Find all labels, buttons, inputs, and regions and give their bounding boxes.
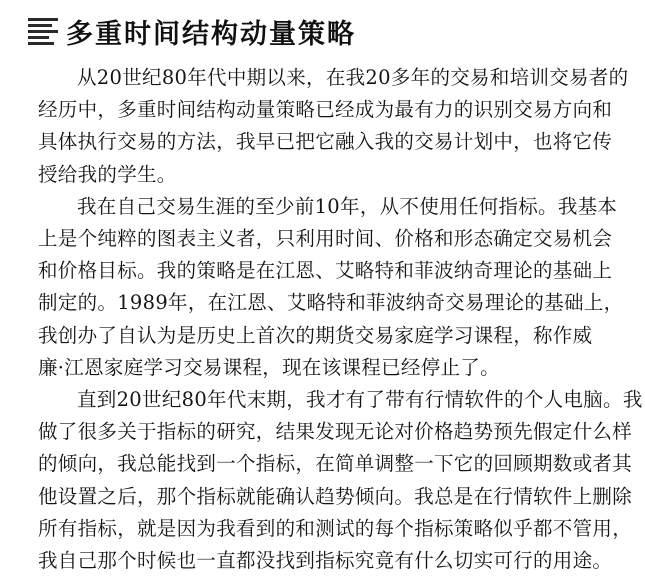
text-line: 从20世纪80年代中期以来，在我20多年的交易和培训交易者的 bbox=[77, 66, 629, 89]
body-text bbox=[38, 62, 643, 577]
text-line: 所有指标，就是因为我看到的和测试的每个指标策略似乎都不管用， bbox=[38, 516, 633, 540]
text-line: 具体执行交易的方法，我早已把它融入我的交易计划中，也将它传 bbox=[38, 130, 613, 154]
text-line: 他设置之后，那个指标就能确认趋势倾向。我总是在行情软件上删除 bbox=[38, 484, 633, 508]
text-line: 廉·江恩家庭学习交易课程，现在该课程已经停止了。 bbox=[38, 355, 500, 379]
paragraph-3 bbox=[38, 384, 643, 577]
section-title: 多重时间结构动量策略 bbox=[66, 19, 356, 50]
heading-bullet-icon bbox=[28, 18, 58, 45]
text-line: 上是个纯粹的图表主义者，只利用时间、价格和形态确定交易机会 bbox=[38, 227, 613, 251]
text-line: 制定的。1989年，在江恩、艾略特和菲波纳奇交易理论的基础上， bbox=[38, 291, 624, 315]
text-line: 和价格目标。我的策略是在江恩、艾略特和菲波纳奇理论的基础上 bbox=[38, 259, 613, 283]
paragraph-2 bbox=[38, 191, 624, 384]
text-line: 我自己那个时候也一直都没找到指标究竟有什么切实可行的用途。 bbox=[38, 549, 613, 573]
text-line: 直到20世纪80年代末期，我才有了带有行情软件的个人电脑。我 bbox=[77, 388, 643, 412]
text-line: 做了很多关于指标的研究，结果发现无论对价格趋势预先假定什么样 bbox=[38, 420, 633, 444]
section-heading bbox=[28, 12, 356, 51]
text-line: 的倾向，我总能找到一个指标，在简单调整一下它的回顾期数或者其 bbox=[38, 452, 633, 476]
text-line: 经历中，多重时间结构动量策略已经成为最有力的识别交易方向和 bbox=[38, 98, 613, 122]
text-line: 授给我的学生。 bbox=[38, 162, 177, 186]
text-line: 我在自己交易生涯的至少前10年，从不使用任何指标。我基本 bbox=[77, 194, 618, 218]
text-line: 我创办了自认为是历史上首次的期货交易家庭学习课程，称作威 bbox=[38, 323, 593, 347]
paragraph-1 bbox=[38, 62, 629, 191]
